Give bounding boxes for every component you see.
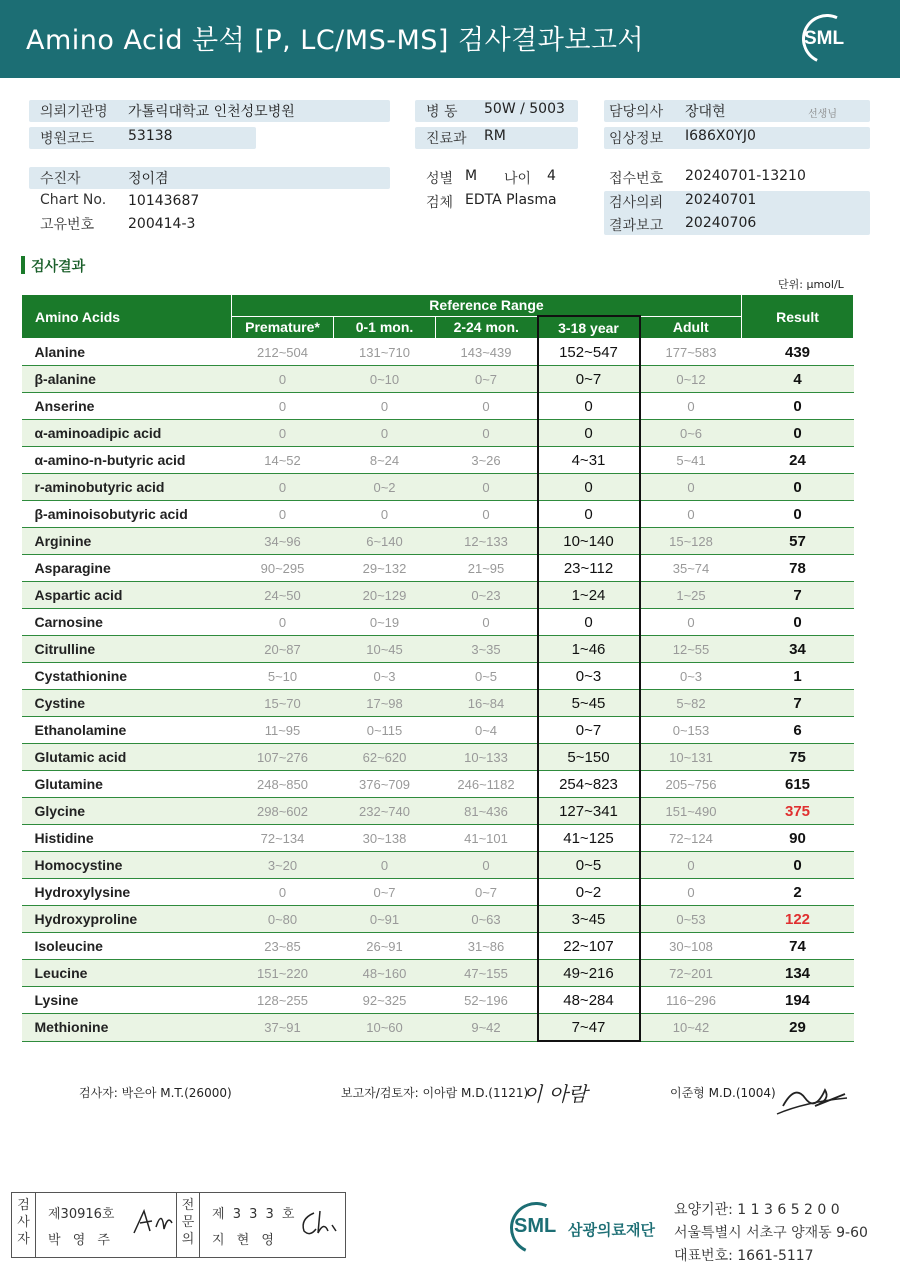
ref-2-24-mon: 0 (436, 852, 538, 879)
ref-premature: 151~220 (232, 960, 334, 987)
ref-2-24-mon: 47~155 (436, 960, 538, 987)
institution-value: 가톨릭대학교 인천성모병원 (128, 104, 295, 120)
certification-stamp (11, 1192, 346, 1258)
results-body (22, 339, 854, 1042)
stamp-right-name: 지 현 영 (212, 1233, 278, 1248)
clinical-label: 임상정보 (609, 131, 664, 147)
patient-label: 수진자 (40, 171, 81, 187)
ref-adult: 15~128 (640, 528, 742, 555)
request-value: 20240701 (685, 192, 757, 208)
result-value: 0 (742, 852, 854, 879)
ref-premature: 0 (232, 366, 334, 393)
ref-0-1-mon: 0~2 (334, 474, 436, 501)
amino-acid-name: Glutamic acid (22, 744, 232, 771)
ref-adult: 177~583 (640, 339, 742, 366)
col-header-result: Result (742, 295, 854, 339)
amino-acid-name: Methionine (22, 1014, 232, 1042)
ref-0-1-mon: 30~138 (334, 825, 436, 852)
ref-3-18-year: 23~112 (538, 555, 640, 582)
ref-adult: 0 (640, 474, 742, 501)
ref-3-18-year: 1~24 (538, 582, 640, 609)
ref-adult: 0~12 (640, 366, 742, 393)
ref-premature: 212~504 (232, 339, 334, 366)
ref-3-18-year: 127~341 (538, 798, 640, 825)
table-row (22, 447, 854, 474)
ref-0-1-mon: 26~91 (334, 933, 436, 960)
ref-adult: 5~41 (640, 447, 742, 474)
ref-0-1-mon: 10~45 (334, 636, 436, 663)
table-row (22, 636, 854, 663)
result-value: 74 (742, 933, 854, 960)
age-label: 나이 (504, 171, 532, 187)
receipt-value: 20240701-13210 (685, 168, 806, 184)
unique-label: 고유번호 (40, 217, 95, 233)
sex-value: M (465, 168, 478, 184)
ref-adult: 72~124 (640, 825, 742, 852)
ref-premature: 107~276 (232, 744, 334, 771)
doctor-signature: 이준형 M.D.(1004) (670, 1086, 776, 1100)
ref-adult: 10~131 (640, 744, 742, 771)
ward-label: 병 동 (426, 104, 458, 120)
hospital-code-label: 병원코드 (40, 131, 95, 147)
result-value: 194 (742, 987, 854, 1014)
ref-0-1-mon: 0~3 (334, 663, 436, 690)
ref-3-18-year: 49~216 (538, 960, 640, 987)
ref-3-18-year: 3~45 (538, 906, 640, 933)
result-value: 0 (742, 501, 854, 528)
amino-acid-name: α-amino-n-butyric acid (22, 447, 232, 474)
amino-acid-name: Cystine (22, 690, 232, 717)
ref-premature: 0 (232, 501, 334, 528)
report-label: 결과보고 (609, 218, 664, 234)
section-title: 검사결과 (31, 259, 86, 275)
table-row (22, 771, 854, 798)
result-value: 439 (742, 339, 854, 366)
ref-2-24-mon: 12~133 (436, 528, 538, 555)
result-value: 6 (742, 717, 854, 744)
result-value: 29 (742, 1014, 854, 1042)
ref-premature: 0~80 (232, 906, 334, 933)
stamp-left-number: 제30916호 (48, 1207, 115, 1222)
ref-0-1-mon: 0 (334, 501, 436, 528)
ref-adult: 1~25 (640, 582, 742, 609)
table-row (22, 528, 854, 555)
tester-signature: 검사자: 박은아 M.T.(26000) (79, 1086, 232, 1100)
ref-3-18-year: 48~284 (538, 987, 640, 1014)
ref-adult: 35~74 (640, 555, 742, 582)
ref-adult: 5~82 (640, 690, 742, 717)
stamp-left-name: 박 영 주 (48, 1233, 114, 1248)
table-row (22, 879, 854, 906)
ref-adult: 116~296 (640, 987, 742, 1014)
ref-2-24-mon: 143~439 (436, 339, 538, 366)
result-value: 4 (742, 366, 854, 393)
ref-premature: 0 (232, 393, 334, 420)
dept-value: RM (484, 128, 506, 144)
sex-label: 성별 (426, 171, 454, 187)
ref-0-1-mon: 0~115 (334, 717, 436, 744)
table-row (22, 609, 854, 636)
reporter-signature: 보고자/검토자: 이아람 M.D.(1121) (341, 1086, 529, 1100)
dept-label: 진료과 (426, 131, 467, 147)
report-title: Amino Acid 분석 [P, LC/MS-MS] 검사결과보고서 (26, 25, 645, 56)
amino-acid-name: Aspartic acid (22, 582, 232, 609)
ref-adult: 30~108 (640, 933, 742, 960)
ref-adult: 10~42 (640, 1014, 742, 1042)
ref-2-24-mon: 3~35 (436, 636, 538, 663)
ref-3-18-year: 10~140 (538, 528, 640, 555)
ref-0-1-mon: 0~7 (334, 879, 436, 906)
ref-0-1-mon: 17~98 (334, 690, 436, 717)
ref-0-1-mon: 8~24 (334, 447, 436, 474)
ref-3-18-year: 152~547 (538, 339, 640, 366)
ref-3-18-year: 0~5 (538, 852, 640, 879)
col-header-reference-range: Reference Range (232, 295, 742, 317)
table-row (22, 339, 854, 366)
ref-adult: 0~3 (640, 663, 742, 690)
ref-3-18-year: 41~125 (538, 825, 640, 852)
table-row (22, 582, 854, 609)
amino-acid-name: Ethanolamine (22, 717, 232, 744)
ref-0-1-mon: 376~709 (334, 771, 436, 798)
ref-adult: 0 (640, 879, 742, 906)
ref-3-18-year: 0~2 (538, 879, 640, 906)
ref-3-18-year: 4~31 (538, 447, 640, 474)
ref-0-1-mon: 92~325 (334, 987, 436, 1014)
ref-2-24-mon: 0~5 (436, 663, 538, 690)
table-row (22, 717, 854, 744)
result-value: 615 (742, 771, 854, 798)
amino-acid-name: Carnosine (22, 609, 232, 636)
ref-premature: 72~134 (232, 825, 334, 852)
ref-premature: 23~85 (232, 933, 334, 960)
doctor-suffix: 선생님 (808, 109, 837, 120)
ref-premature: 90~295 (232, 555, 334, 582)
ref-premature: 15~70 (232, 690, 334, 717)
ref-3-18-year: 5~45 (538, 690, 640, 717)
ref-3-18-year: 7~47 (538, 1014, 640, 1042)
ref-0-1-mon: 20~129 (334, 582, 436, 609)
table-row (22, 744, 854, 771)
ref-3-18-year: 0 (538, 393, 640, 420)
table-row (22, 366, 854, 393)
ref-2-24-mon: 246~1182 (436, 771, 538, 798)
amino-acid-name: Cystathionine (22, 663, 232, 690)
ref-3-18-year: 0 (538, 474, 640, 501)
ref-0-1-mon: 131~710 (334, 339, 436, 366)
footer-logo-sml: SML (514, 1215, 557, 1237)
ref-2-24-mon: 52~196 (436, 987, 538, 1014)
amino-acid-name: Hydroxyproline (22, 906, 232, 933)
result-value: 0 (742, 609, 854, 636)
ref-2-24-mon: 0 (436, 474, 538, 501)
footer-code: 요양기관: 1 1 3 6 5 2 0 0 (674, 1202, 840, 1218)
ref-premature: 14~52 (232, 447, 334, 474)
amino-acid-name: Histidine (22, 825, 232, 852)
ref-0-1-mon: 62~620 (334, 744, 436, 771)
ref-premature: 37~91 (232, 1014, 334, 1042)
ref-adult: 0~153 (640, 717, 742, 744)
footer-logo (510, 1202, 670, 1252)
clinical-value: I686X0YJ0 (685, 128, 756, 144)
amino-acid-name: Citrulline (22, 636, 232, 663)
amino-acid-name: β-alanine (22, 366, 232, 393)
ref-2-24-mon: 0~7 (436, 366, 538, 393)
table-row (22, 852, 854, 879)
stamp-left-vertical: 검사자 (12, 1193, 36, 1257)
ref-premature: 0 (232, 420, 334, 447)
ref-premature: 3~20 (232, 852, 334, 879)
amino-acid-name: Glutamine (22, 771, 232, 798)
amino-acid-name: Glycine (22, 798, 232, 825)
ref-premature: 34~96 (232, 528, 334, 555)
table-row (22, 420, 854, 447)
logo-text: SML (804, 28, 845, 49)
ref-2-24-mon: 0 (436, 420, 538, 447)
table-row (22, 960, 854, 987)
result-value: 2 (742, 879, 854, 906)
ref-2-24-mon: 0 (436, 609, 538, 636)
ref-0-1-mon: 232~740 (334, 798, 436, 825)
amino-acid-name: β-aminoisobutyric acid (22, 501, 232, 528)
result-value: 7 (742, 582, 854, 609)
col-header-3-18-year: 3-18 year (538, 316, 640, 339)
ref-0-1-mon: 0~91 (334, 906, 436, 933)
ref-2-24-mon: 0 (436, 501, 538, 528)
receipt-label: 접수번호 (609, 171, 664, 187)
request-label: 검사의뢰 (609, 195, 664, 211)
reporter-handwritten-signature: 이 아람 (523, 1082, 588, 1106)
table-row (22, 393, 854, 420)
ref-0-1-mon: 29~132 (334, 555, 436, 582)
ref-2-24-mon: 0~63 (436, 906, 538, 933)
result-value: 0 (742, 393, 854, 420)
patient-value: 정이겸 (128, 171, 169, 187)
ref-premature: 0 (232, 609, 334, 636)
table-row (22, 1014, 854, 1042)
ref-0-1-mon: 0~19 (334, 609, 436, 636)
doctor-signature-scribble-icon (775, 1076, 850, 1121)
result-value: 134 (742, 960, 854, 987)
chart-label: Chart No. (40, 192, 107, 208)
ref-0-1-mon: 48~160 (334, 960, 436, 987)
ref-3-18-year: 0 (538, 609, 640, 636)
ref-adult: 151~490 (640, 798, 742, 825)
ref-0-1-mon: 6~140 (334, 528, 436, 555)
ref-0-1-mon: 0 (334, 852, 436, 879)
ref-3-18-year: 22~107 (538, 933, 640, 960)
ref-premature: 24~50 (232, 582, 334, 609)
ref-3-18-year: 0~7 (538, 717, 640, 744)
ref-2-24-mon: 21~95 (436, 555, 538, 582)
result-value: 78 (742, 555, 854, 582)
amino-acid-name: Lysine (22, 987, 232, 1014)
ref-3-18-year: 0 (538, 501, 640, 528)
ref-2-24-mon: 81~436 (436, 798, 538, 825)
footer-address: 서울특별시 서초구 양재동 9-60 (674, 1225, 868, 1241)
institution-label: 의뢰기관명 (40, 104, 108, 120)
ward-value: 50W / 5003 (484, 101, 565, 117)
ref-premature: 0 (232, 474, 334, 501)
table-row (22, 906, 854, 933)
ref-adult: 0 (640, 393, 742, 420)
ref-premature: 248~850 (232, 771, 334, 798)
footer-foundation: 삼광의료재단 (568, 1221, 655, 1239)
ref-adult: 0~6 (640, 420, 742, 447)
ref-2-24-mon: 31~86 (436, 933, 538, 960)
amino-acid-name: Leucine (22, 960, 232, 987)
table-row (22, 798, 854, 825)
result-value: 375 (742, 798, 854, 825)
result-value: 75 (742, 744, 854, 771)
specimen-value: EDTA Plasma (465, 192, 557, 208)
result-value: 122 (742, 906, 854, 933)
ref-premature: 298~602 (232, 798, 334, 825)
results-table (21, 294, 854, 1042)
table-row (22, 501, 854, 528)
col-header-premature: Premature* (232, 316, 334, 339)
amino-acid-name: Arginine (22, 528, 232, 555)
ref-2-24-mon: 41~101 (436, 825, 538, 852)
specimen-label: 검체 (426, 195, 454, 211)
result-value: 0 (742, 420, 854, 447)
result-value: 7 (742, 690, 854, 717)
table-row (22, 663, 854, 690)
ref-0-1-mon: 0 (334, 420, 436, 447)
ref-2-24-mon: 0 (436, 393, 538, 420)
ref-2-24-mon: 9~42 (436, 1014, 538, 1042)
ref-3-18-year: 1~46 (538, 636, 640, 663)
unique-value: 200414-3 (128, 216, 196, 232)
stamp-right-vertical: 전문의 (176, 1193, 200, 1257)
section-marker (21, 256, 25, 274)
ref-3-18-year: 0 (538, 420, 640, 447)
col-header-0-1-mon: 0-1 mon. (334, 316, 436, 339)
ref-adult: 72~201 (640, 960, 742, 987)
ref-3-18-year: 5~150 (538, 744, 640, 771)
stamp-right-number: 제 3 3 3 호 (212, 1207, 297, 1222)
table-row (22, 987, 854, 1014)
result-value: 90 (742, 825, 854, 852)
doctor-value: 장대현 (685, 104, 726, 120)
table-row (22, 474, 854, 501)
table-row (22, 690, 854, 717)
ref-premature: 128~255 (232, 987, 334, 1014)
chart-value: 10143687 (128, 193, 200, 209)
stamp-left-scribble-icon (130, 1205, 175, 1239)
patient-row-bg (29, 167, 390, 189)
amino-acid-name: Anserine (22, 393, 232, 420)
ref-premature: 11~95 (232, 717, 334, 744)
ref-adult: 0~53 (640, 906, 742, 933)
result-value: 57 (742, 528, 854, 555)
footer-phone: 대표번호: 1661-5117 (674, 1248, 814, 1264)
col-header-amino-acids: Amino Acids (22, 295, 232, 339)
sml-logo-icon (800, 14, 852, 64)
amino-acid-name: α-aminoadipic acid (22, 420, 232, 447)
ref-adult: 0 (640, 501, 742, 528)
unit-label: 단위: μmol/L (778, 278, 844, 291)
ref-0-1-mon: 10~60 (334, 1014, 436, 1042)
report-header (0, 0, 900, 78)
amino-acid-name: Asparagine (22, 555, 232, 582)
stamp-right-scribble-icon (296, 1207, 341, 1239)
ref-adult: 0 (640, 852, 742, 879)
result-value: 0 (742, 474, 854, 501)
ref-0-1-mon: 0~10 (334, 366, 436, 393)
age-value: 4 (547, 168, 556, 184)
ref-3-18-year: 0~3 (538, 663, 640, 690)
ref-adult: 205~756 (640, 771, 742, 798)
hospital-code-value: 53138 (128, 128, 173, 144)
ref-adult: 12~55 (640, 636, 742, 663)
ref-adult: 0 (640, 609, 742, 636)
ref-0-1-mon: 0 (334, 393, 436, 420)
ref-premature: 20~87 (232, 636, 334, 663)
ref-3-18-year: 254~823 (538, 771, 640, 798)
ref-3-18-year: 0~7 (538, 366, 640, 393)
amino-acid-name: Isoleucine (22, 933, 232, 960)
col-header-2-24-mon: 2-24 mon. (436, 316, 538, 339)
result-value: 1 (742, 663, 854, 690)
ref-2-24-mon: 0~4 (436, 717, 538, 744)
ref-2-24-mon: 10~133 (436, 744, 538, 771)
amino-acid-name: Hydroxylysine (22, 879, 232, 906)
table-row (22, 933, 854, 960)
report-value: 20240706 (685, 215, 757, 231)
ref-2-24-mon: 3~26 (436, 447, 538, 474)
col-header-adult: Adult (640, 316, 742, 339)
table-row (22, 555, 854, 582)
doctor-label: 담당의사 (609, 104, 664, 120)
ref-2-24-mon: 0~23 (436, 582, 538, 609)
amino-acid-name: r-aminobutyric acid (22, 474, 232, 501)
table-row (22, 825, 854, 852)
ref-premature: 0 (232, 879, 334, 906)
ref-premature: 5~10 (232, 663, 334, 690)
result-value: 34 (742, 636, 854, 663)
result-value: 24 (742, 447, 854, 474)
ref-2-24-mon: 16~84 (436, 690, 538, 717)
amino-acid-name: Homocystine (22, 852, 232, 879)
amino-acid-name: Alanine (22, 339, 232, 366)
ref-2-24-mon: 0~7 (436, 879, 538, 906)
